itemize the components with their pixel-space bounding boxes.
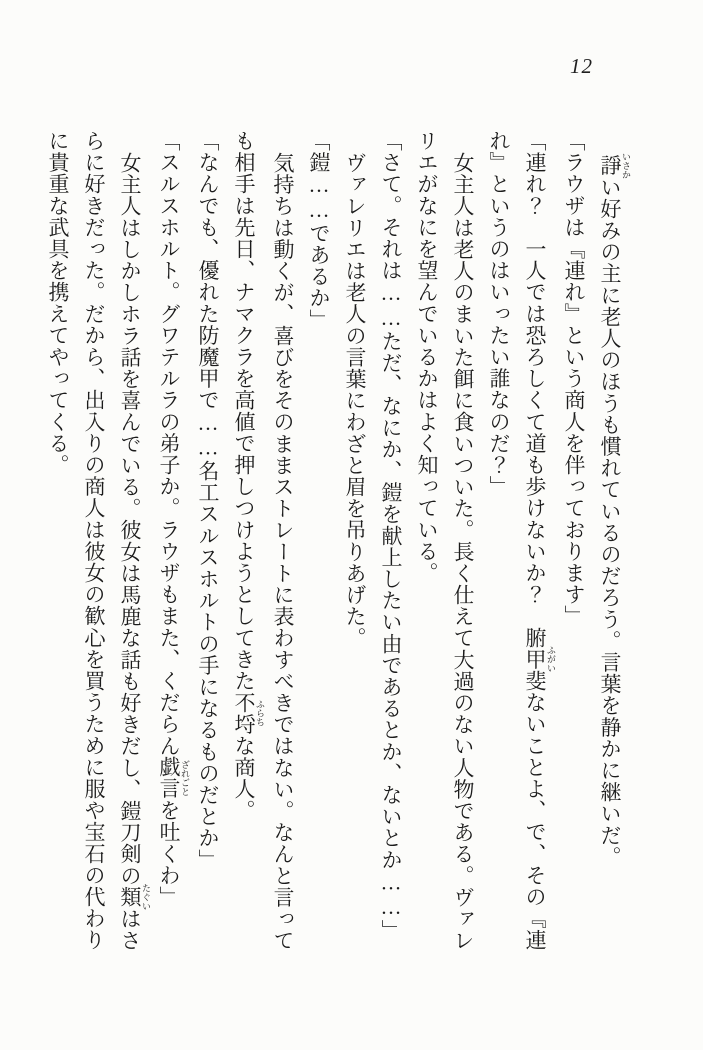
vertical-text-block	[46, 130, 631, 970]
text-line: らに好きだった。だから、出入りの商人は彼女の歓心を買うために服や宝石の代わり	[82, 130, 106, 951]
furigana: たぐい	[141, 883, 151, 911]
text-line: れ』というのはいったい誰なのだ？」	[487, 130, 511, 498]
text-line: 「連れ？ 一人では恐ろしくて道も歩けないか？ 腑甲斐 ふがいないことよ、で、その『連	[523, 130, 556, 951]
text-line: 「なんでも、優れた防魔甲で……名工スルスホルトの手になるものだとか」	[196, 130, 220, 871]
furigana: ふがい	[546, 626, 556, 692]
text-line: 諍 いさかい好みの主に老人のほうも慣れているのだろう。言葉を静かに継いだ。	[598, 152, 631, 868]
text-line: 「鎧……であるか」	[307, 130, 331, 331]
text-line: 「さて。それは……ただ、なにか、鎧を献上したい由であるとか、ないとか……」	[379, 130, 403, 942]
text-line: 「スルスホルト。グワテルラの弟子か。ラウザもまた、くだらん戯言 ざれごとを吐くわ」	[157, 130, 190, 908]
page-number: 12	[570, 54, 593, 78]
ruby-annotated-word: 腑甲斐 ふがい	[523, 626, 556, 692]
text-line: 女主人は老人のまいた餌に食いついた。長く仕えて大過のない人物である。ヴァレ	[451, 152, 475, 952]
ruby-annotated-word: 不埒 ふらち	[232, 691, 265, 735]
text-line: 気持ちは動くが、喜びをそのままストレートに表わすべきではない。なんと言って	[271, 152, 295, 952]
ruby-annotated-word: 諍 いさか	[598, 152, 631, 179]
furigana: ふらち	[255, 691, 265, 735]
furigana: いさか	[621, 152, 631, 179]
text-line: 女主人はしかしホラ話を喜んでいる。彼女は馬鹿な話も好きだし、鎧刀剣の類 たぐいはさ	[118, 152, 151, 952]
ruby-annotated-word: 戯言 ざれごと	[157, 756, 190, 800]
text-line: も相手は先日、ナマクラを高値で押しつけようとしてきた不埒 ふらちな商人。	[232, 130, 265, 822]
text-line: リエがなにを望んでいるかはよく知っている。	[415, 130, 439, 584]
ruby-annotated-word: 類 たぐい	[118, 883, 151, 911]
text-line: に貴重な武具を携えてやってくる。	[46, 130, 70, 476]
text-line: ヴァレリエは老人の言葉にわざと眉を吊りあげた。	[343, 152, 367, 649]
text-line: 「ラウザは『連れ』という商人を伴っております」	[562, 130, 586, 627]
furigana: ざれごと	[180, 756, 190, 800]
